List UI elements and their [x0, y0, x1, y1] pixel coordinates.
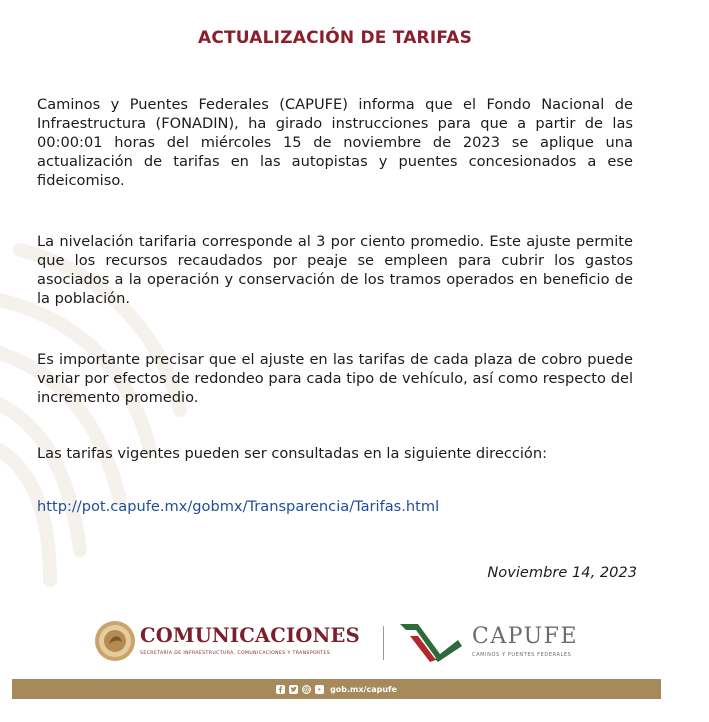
footer-handle[interactable]: gob.mx/capufe [330, 684, 397, 694]
capufe-logo-icon [396, 620, 466, 666]
paragraph-consult: Las tarifas vigentes pueden ser consultadas en la siguiente dirección: [37, 445, 548, 462]
facebook-icon[interactable] [276, 685, 285, 694]
capufe-wordmark: CAPUFE [472, 624, 579, 649]
comunicaciones-subtitle: SECRETARÍA DE INFRAESTRUCTURA, COMUNICACIONES Y TRANSPORTES [140, 651, 331, 656]
capufe-subtitle: CAMINOS Y PUENTES FEDERALES [472, 652, 572, 658]
paragraph-rounding-note: Es importante precisar que el ajuste en las tarifas de cada plaza de cobro puede variar por efectos de redondeo para cada tipo de vehículo, así como respecto del incremento promedio. [37, 351, 633, 406]
youtube-icon[interactable] [315, 685, 324, 694]
release-date: Noviembre 14, 2023 [487, 564, 637, 581]
mexico-seal-icon [94, 620, 136, 662]
tariffs-link[interactable]: http://pot.capufe.mx/gobmx/Transparencia/Tarifas.html [37, 498, 440, 515]
comunicaciones-wordmark: COMUNICACIONES [140, 624, 360, 647]
logo-strip [90, 618, 590, 672]
page-title: ACTUALIZACIÓN DE TARIFAS [197, 28, 473, 48]
paragraph-rate-level: La nivelación tarifaria corresponde al 3 por ciento promedio. Este ajuste permite que los recursos recaudados por peaje se empleen para cubrir los gastos asociados a la operación y conservación de los tramos operados en beneficio de la población. [37, 233, 633, 307]
paragraph-announcement: Caminos y Puentes Federales (CAPUFE) informa que el Fondo Nacional de Infraestructura (FONADIN), ha girado instrucciones para que a partir de las 00:00:01 horas del miércoles 15 de noviembre de 2023 se aplique una actualización de tarifas en las autopistas y puentes concesionados a ese fideicomiso. [37, 96, 633, 189]
footer-bar [12, 679, 661, 699]
logo-divider [383, 626, 384, 660]
twitter-icon[interactable] [289, 685, 298, 694]
instagram-icon[interactable] [302, 685, 311, 694]
